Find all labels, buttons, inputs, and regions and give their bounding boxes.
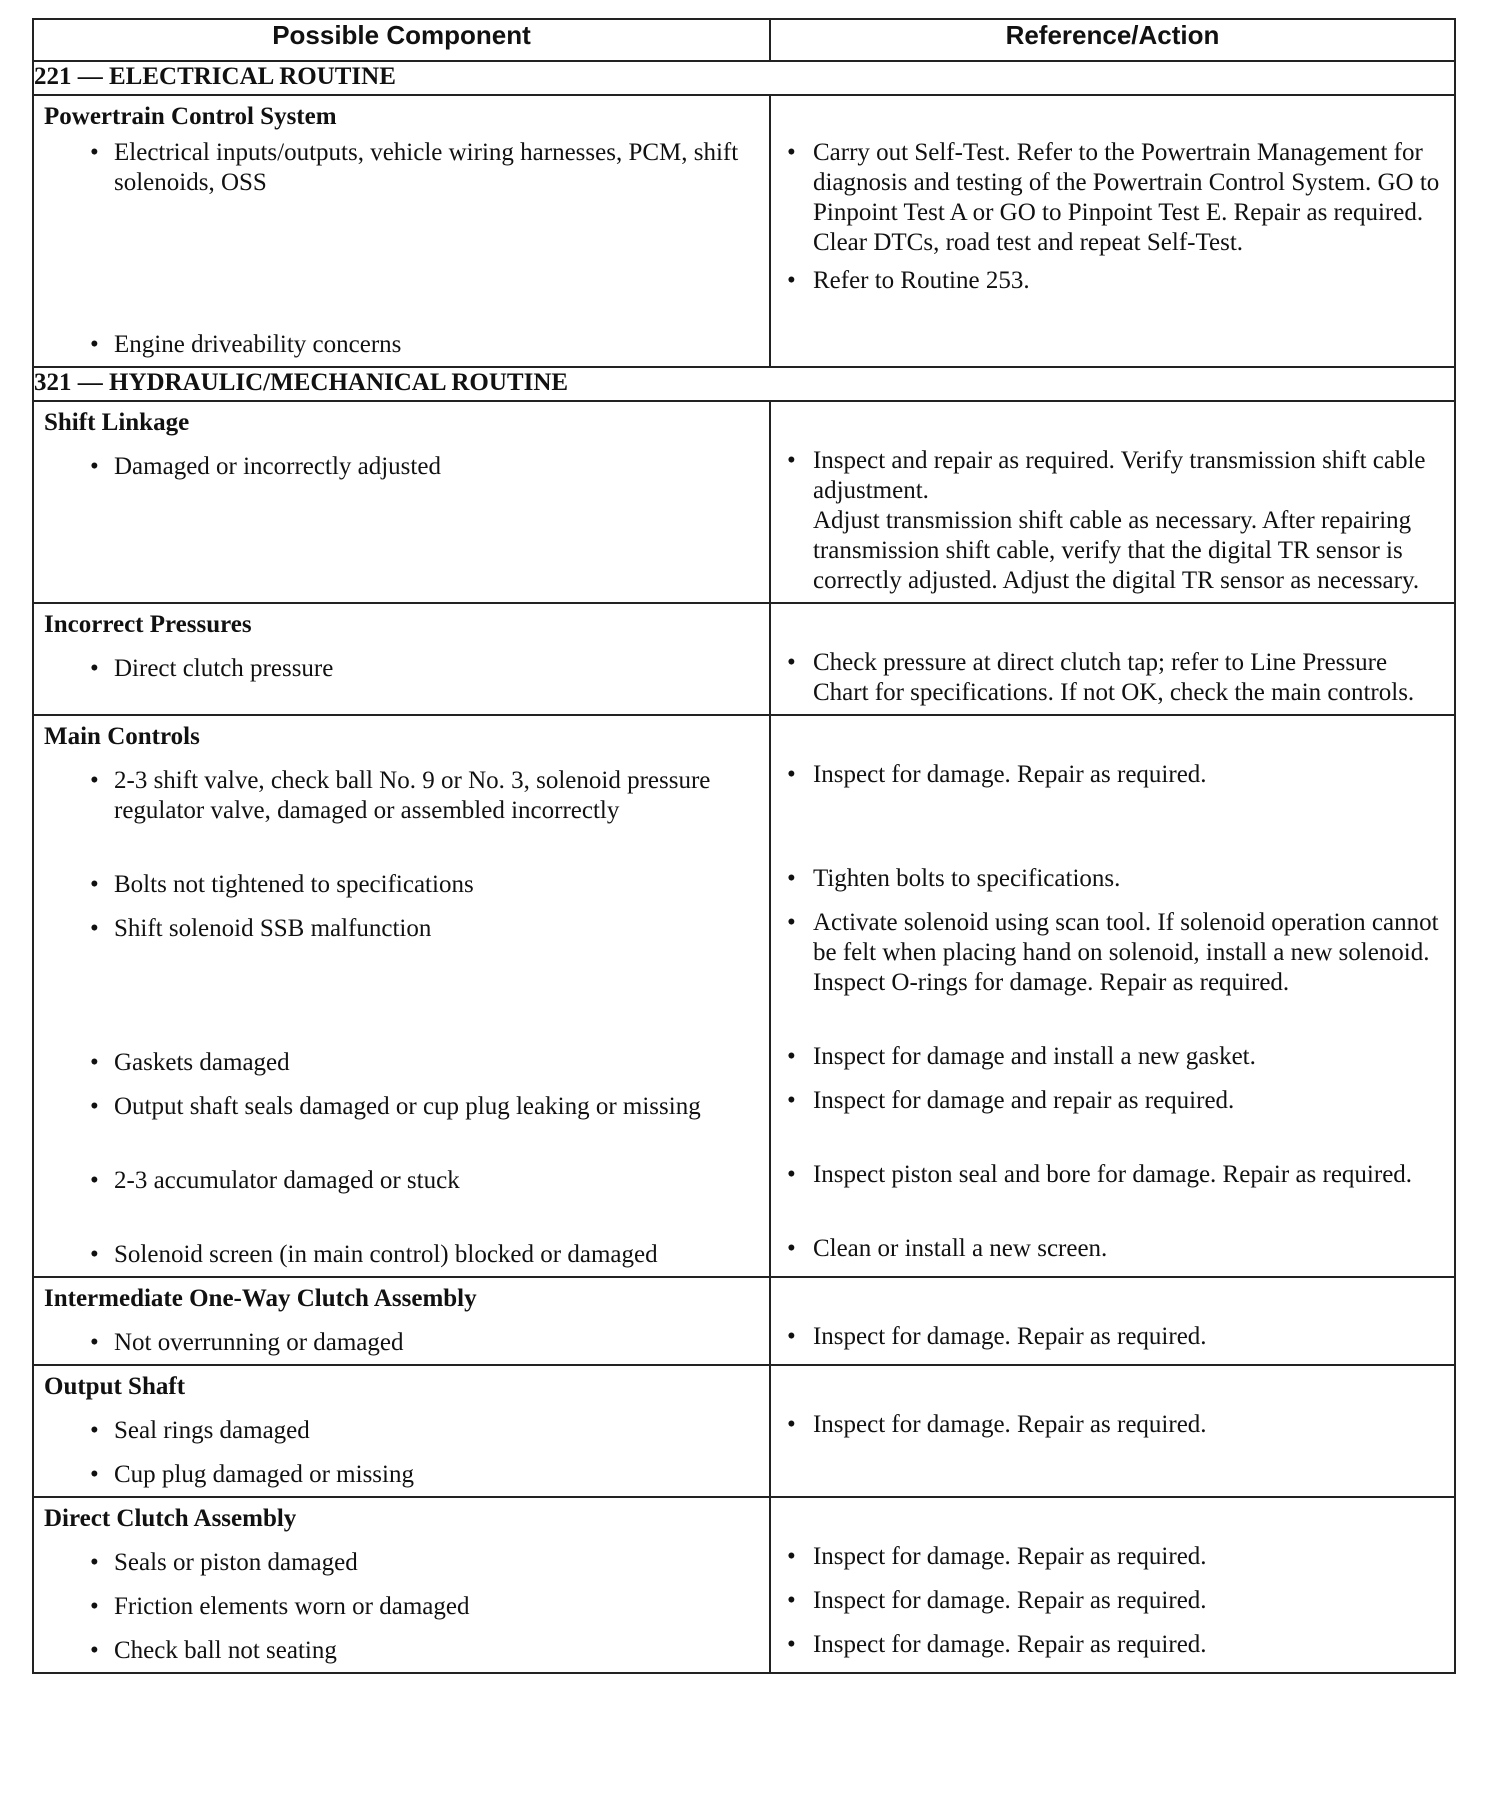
component-item: • Friction elements worn or damaged (34, 1592, 769, 1622)
routine-row-321 (33, 367, 1455, 401)
group-cell-powertrain-components (33, 95, 770, 367)
group-title-main-controls: Main Controls (44, 723, 200, 750)
column-header-component: Possible Component (33, 19, 770, 61)
group-cell-direct-clutch-components (33, 1497, 770, 1673)
group-cell-intermediate-components (33, 1277, 770, 1365)
component-item: • Solenoid screen (in main control) blocked or damaged (34, 1240, 769, 1270)
group-title-incorrect-pressures: Incorrect Pressures (44, 611, 252, 638)
group-row-direct-clutch (33, 1497, 1455, 1673)
action-item: • Tighten bolts to specifications. (771, 864, 1454, 894)
group-row-shift-linkage (33, 401, 1455, 603)
component-item: • Gaskets damaged (34, 1048, 769, 1078)
component-item: • Damaged or incorrectly adjusted (34, 452, 769, 482)
group-cell-main-controls-actions (770, 715, 1455, 1277)
diagnosis-table (32, 18, 1456, 1674)
action-item: • Inspect for damage. Repair as required. (771, 760, 1454, 850)
group-cell-output-shaft-actions (770, 1365, 1455, 1497)
group-cell-main-controls-components (33, 715, 770, 1277)
action-item (771, 138, 1454, 258)
component-item: • Shift solenoid SSB malfunction (34, 914, 769, 1034)
component-item: • Engine driveability concerns (34, 330, 769, 360)
action-item: • Inspect piston seal and bore for damage. Repair as required. (771, 1160, 1454, 1220)
group-cell-powertrain-actions (770, 95, 1455, 367)
action-item: • Inspect for damage. Repair as required. (771, 1630, 1454, 1660)
component-item: • Seal rings damaged (34, 1416, 769, 1446)
action-line: Adjust transmission shift cable as necessary. After repairing transmission shift cable, verify that the digital TR sensor is correctly adjusted. Adjust the digital TR sensor as necessary. (812, 507, 1420, 594)
component-item: • Cup plug damaged or missing (34, 1460, 769, 1490)
action-line: • Carry out Self-Test. Refer to the Powertrain Management for (812, 139, 1423, 166)
group-row-incorrect-pressures (33, 603, 1455, 715)
component-item: • Output shaft seals damaged or cup plug leaking or missing (34, 1092, 769, 1152)
action-line: • Inspect and repair as required. Verify transmission shift cable adjustment. (812, 447, 1426, 504)
group-title-intermediate-clutch: Intermediate One-Way Clutch Assembly (44, 1285, 477, 1312)
action-item (771, 446, 1454, 596)
component-item: • Direct clutch pressure (34, 654, 769, 684)
routine-title-321: 321 — HYDRAULIC/MECHANICAL ROUTINE (33, 367, 1455, 401)
action-item: • Inspect for damage. Repair as required. (771, 1410, 1454, 1440)
component-item: • 2-3 accumulator damaged or stuck (34, 1166, 769, 1226)
group-cell-pressures-components (33, 603, 770, 715)
group-row-output-shaft (33, 1365, 1455, 1497)
component-item: • Bolts not tightened to specifications (34, 870, 769, 900)
group-cell-intermediate-actions (770, 1277, 1455, 1365)
component-item: • Seals or piston damaged (34, 1548, 769, 1578)
action-item: • Clean or install a new screen. (771, 1234, 1454, 1264)
group-cell-direct-clutch-actions (770, 1497, 1455, 1673)
document-page (32, 18, 1456, 1674)
action-item: • Inspect for damage. Repair as required. (771, 1586, 1454, 1616)
column-header-action: Reference/Action (770, 19, 1455, 61)
routine-row-221 (33, 61, 1455, 95)
action-item: • Inspect for damage. Repair as required. (771, 1542, 1454, 1572)
component-item: • Check ball not seating (34, 1636, 769, 1666)
action-item: • Inspect for damage and install a new gasket. (771, 1042, 1454, 1072)
group-title-direct-clutch: Direct Clutch Assembly (44, 1505, 297, 1532)
group-title-output-shaft: Output Shaft (44, 1373, 186, 1400)
component-item: • 2-3 shift valve, check ball No. 9 or No. 3, solenoid pressure regulator valve, damaged or assembled incorrectly (34, 766, 769, 856)
action-item: • Inspect for damage. Repair as required. (771, 1322, 1454, 1352)
group-cell-shift-linkage-components (33, 401, 770, 603)
action-item: • Refer to Routine 253. (771, 266, 1454, 296)
action-line: diagnosis and testing of the Powertrain Control System. GO to Pinpoint Test A or GO to Pinpoint Test E. Repair as required. Clear DTCs, road test and repeat Self-Test. (812, 169, 1440, 256)
component-item: • Not overrunning or damaged (34, 1328, 769, 1358)
group-title-shift-linkage: Shift Linkage (44, 409, 190, 436)
action-item: • Activate solenoid using scan tool. If solenoid operation cannot be felt when placing hand on solenoid, install a new solenoid. Inspect O-rings for damage. Repair as required. (771, 908, 1454, 1028)
action-item: • Check pressure at direct clutch tap; refer to Line Pressure Chart for specifications. If not OK, check the main controls. (771, 648, 1454, 708)
group-row-main-controls (33, 715, 1455, 1277)
group-cell-shift-linkage-actions (770, 401, 1455, 603)
group-cell-pressures-actions (770, 603, 1455, 715)
group-row-intermediate-clutch (33, 1277, 1455, 1365)
group-title-powertrain: Powertrain Control System (44, 103, 337, 130)
action-item: • Inspect for damage and repair as required. (771, 1086, 1454, 1146)
table-header-row (33, 19, 1455, 61)
group-row-powertrain (33, 95, 1455, 367)
routine-title-221: 221 — ELECTRICAL ROUTINE (33, 61, 1455, 95)
component-item: • Electrical inputs/outputs, vehicle wiring harnesses, PCM, shift solenoids, OSS (34, 138, 769, 316)
group-cell-output-shaft-components (33, 1365, 770, 1497)
